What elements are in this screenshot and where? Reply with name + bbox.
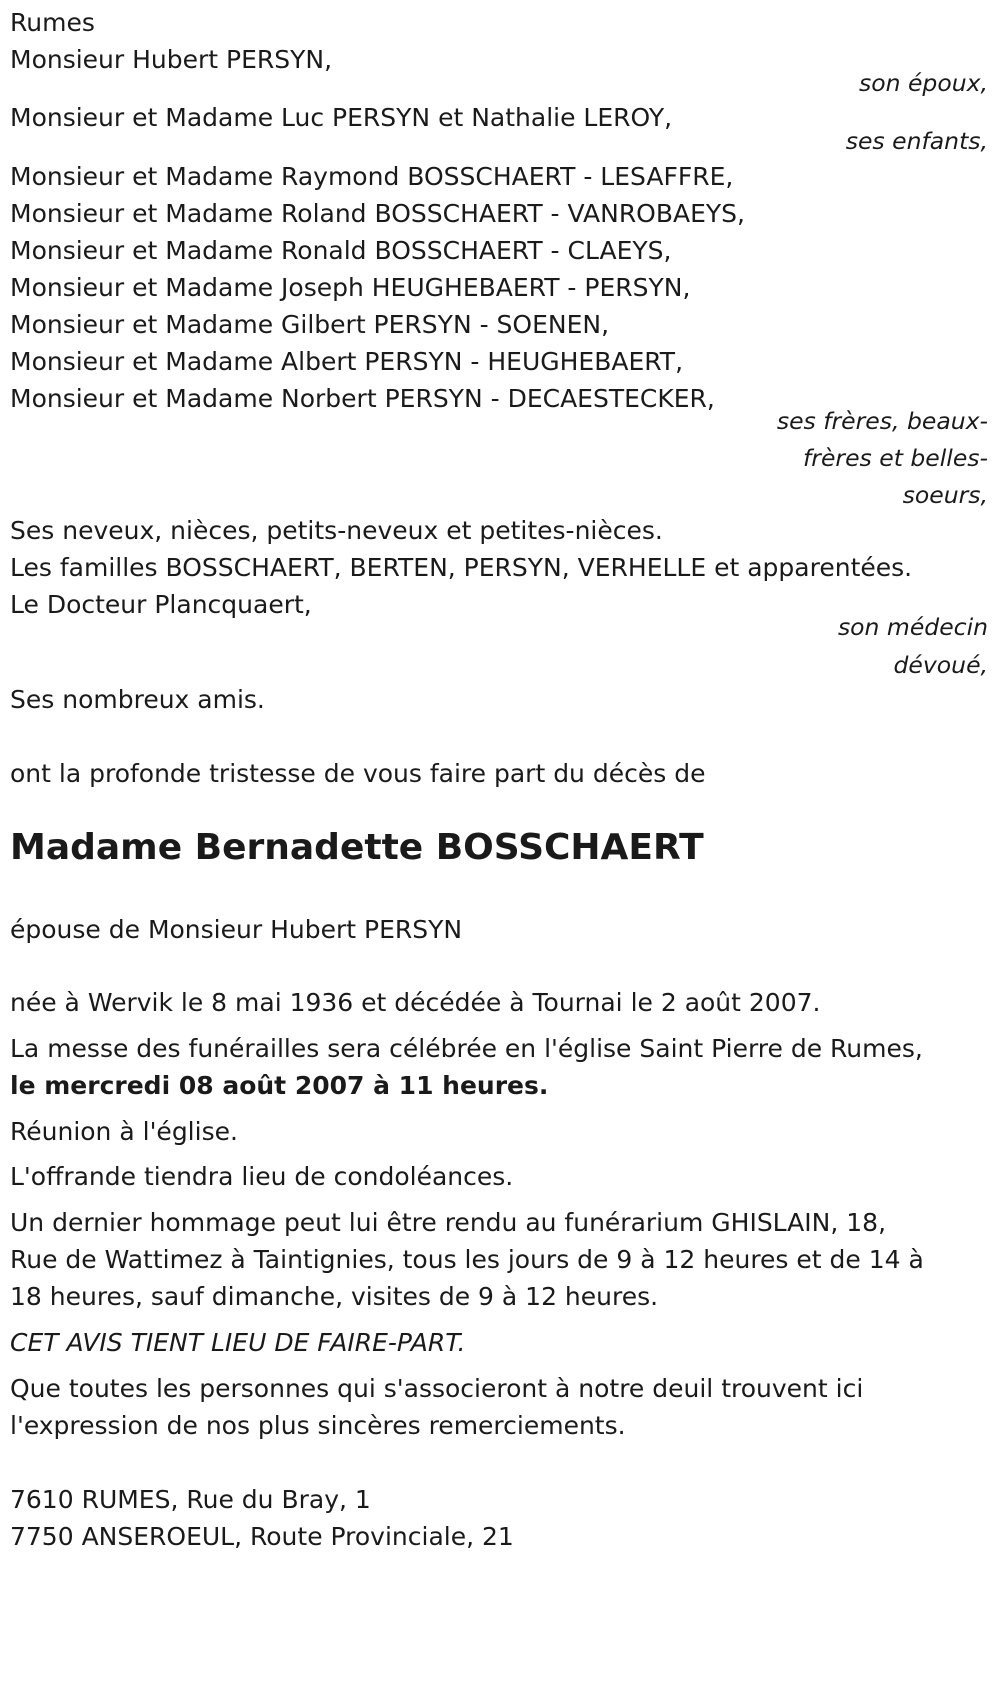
homage-line: 18 heures, sauf dimanche, visites de 9 à 12 heures. (10, 1282, 659, 1311)
address-line: 7610 RUMES, Rue du Bray, 1 (10, 1485, 371, 1514)
homage-line: Rue de Wattimez à Taintignies, tous les jours de 9 à 12 heures et de 14 à (10, 1245, 924, 1274)
mass-date: le mercredi 08 août 2007 à 11 heures. (10, 1071, 549, 1100)
siblings-relation: soeurs, (902, 481, 988, 509)
siblings-relation: ses frères, beaux- (776, 407, 988, 435)
doctor-relation: dévoué, (893, 651, 988, 679)
mass-line: La messe des funérailles sera célébrée en l'église Saint Pierre de Rumes, (10, 1034, 923, 1063)
thanks-line: Que toutes les personnes qui s'associeront à notre deuil trouvent ici (10, 1374, 864, 1403)
nephews-line: Ses neveux, nièces, petits-neveux et petites-nièces. (10, 516, 663, 545)
announcement-text: ont la profonde tristesse de vous faire part du décès de (10, 759, 706, 788)
spouse-relation: son époux, (858, 69, 988, 97)
place-heading: Rumes (10, 8, 95, 37)
sibling-line: Monsieur et Madame Norbert PERSYN - DECAESTECKER, (10, 384, 715, 413)
deceased-name: Madame Bernadette BOSSCHAERT (10, 827, 704, 868)
friends-line: Ses nombreux amis. (10, 685, 265, 714)
meeting-line: Réunion à l'église. (10, 1117, 238, 1146)
children-name: Monsieur et Madame Luc PERSYN et Nathalie LEROY, (10, 103, 673, 132)
address-line: 7750 ANSEROEUL, Route Provinciale, 21 (10, 1522, 514, 1551)
children-relation: ses enfants, (845, 127, 988, 155)
offering-line: L'offrande tiendra lieu de condoléances. (10, 1162, 514, 1191)
doctor-name: Le Docteur Plancquaert, (10, 590, 312, 619)
sibling-line: Monsieur et Madame Joseph HEUGHEBAERT - PERSYN, (10, 273, 691, 302)
sibling-line: Monsieur et Madame Albert PERSYN - HEUGHEBAERT, (10, 347, 684, 376)
sibling-line: Monsieur et Madame Ronald BOSSCHAERT - CLAEYS, (10, 236, 672, 265)
sibling-line: Monsieur et Madame Raymond BOSSCHAERT - LESAFFRE, (10, 162, 734, 191)
birth-death-line: née à Wervik le 8 mai 1936 et décédée à Tournai le 2 août 2007. (10, 988, 821, 1017)
spouse-line: épouse de Monsieur Hubert PERSYN (10, 915, 463, 944)
siblings-relation: frères et belles- (803, 444, 988, 472)
homage-line: Un dernier hommage peut lui être rendu au funérarium GHISLAIN, 18, (10, 1208, 887, 1237)
spouse-name: Monsieur Hubert PERSYN, (10, 45, 333, 74)
notice-line: CET AVIS TIENT LIEU DE FAIRE-PART. (10, 1328, 466, 1357)
sibling-line: Monsieur et Madame Roland BOSSCHAERT - VANROBAEYS, (10, 199, 745, 228)
thanks-line: l'expression de nos plus sincères remerciements. (10, 1411, 626, 1440)
sibling-line: Monsieur et Madame Gilbert PERSYN - SOENEN, (10, 310, 610, 339)
doctor-relation: son médecin (837, 613, 988, 641)
families-line: Les familles BOSSCHAERT, BERTEN, PERSYN, VERHELLE et apparentées. (10, 553, 913, 582)
